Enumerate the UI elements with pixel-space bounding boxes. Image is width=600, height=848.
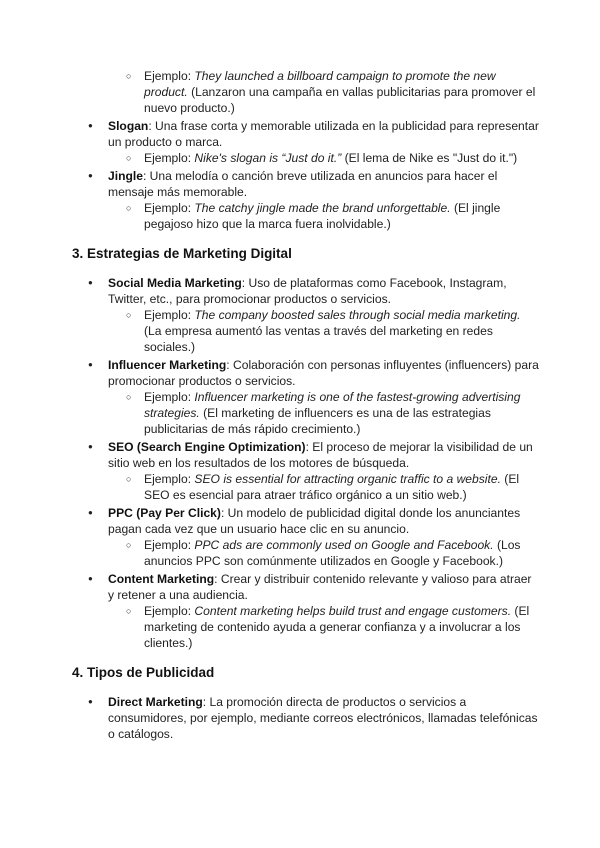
list-item-content-marketing	[108, 571, 540, 651]
list-item-slogan	[108, 118, 540, 166]
continued-sublist	[108, 68, 540, 116]
example-translation: (El SEO es esencial para atraer tráfico orgánico a un sitio web.)	[144, 472, 520, 502]
example-item	[144, 389, 540, 437]
example-prefix: Ejemplo:	[144, 201, 195, 215]
example-translation: (Lanzaron una campaña en vallas publicitarias para promover el nuevo producto.)	[144, 85, 536, 115]
example-item	[144, 603, 540, 651]
example-english: SEO is essential for attracting organic traffic to a website.	[194, 472, 501, 486]
example-prefix: Ejemplo:	[144, 538, 195, 552]
example-english: PPC ads are commonly used on Google and Facebook.	[194, 538, 494, 552]
example-sublist	[108, 200, 540, 232]
example-english: Influencer marketing is one of the fastest-growing advertising strategies.	[144, 390, 521, 420]
definition: : Una frase corta y memorable utilizada en la publicidad para representar un producto o marca.	[108, 119, 539, 149]
example-english: Nike's slogan is “Just do it.”	[194, 151, 342, 165]
list-item-jingle	[108, 168, 540, 232]
definition: : Colaboración con personas influyentes (influencers) para promocionar productos o servicios.	[108, 358, 539, 388]
section-heading-4: 4. Tipos de Publicidad	[72, 665, 215, 680]
example-item	[144, 150, 540, 166]
example-item	[144, 68, 540, 116]
example-prefix: Ejemplo:	[144, 151, 195, 165]
term: Direct Marketing	[108, 695, 203, 709]
example-prefix: Ejemplo:	[144, 604, 195, 618]
definition: : La promoción directa de productos o servicios a consumidores, por ejemplo, mediante correos electrónicos, llamadas telefónicas o catálogos.	[108, 695, 538, 741]
definition: : Un modelo de publicidad digital donde los anunciantes pagan cada vez que un usuario hace clic en su anuncio.	[108, 506, 521, 536]
example-translation: (La empresa aumentó las ventas a través del marketing en redes sociales.)	[144, 324, 493, 354]
section-heading-3: 3. Estrategias de Marketing Digital	[72, 246, 292, 261]
definition: : Una melodía o canción breve utilizada en anuncios para hacer el mensaje más memorable.	[108, 169, 498, 199]
glossary-list-section-3	[72, 275, 540, 651]
list-item-ppc	[108, 505, 540, 569]
example-english: The company boosted sales through social media marketing.	[194, 308, 521, 322]
example-translation: (Los anuncios PPC son comúnmente utilizados en Google y Facebook.)	[144, 538, 521, 568]
example-sublist	[108, 471, 540, 503]
term: PPC (Pay Per Click)	[108, 506, 221, 520]
example-translation: (El marketing de influencers es una de las estrategias publicitarias de más rápido crecimiento.)	[144, 406, 491, 436]
example-item	[144, 537, 540, 569]
continued-list-holder	[108, 68, 540, 116]
list-item-direct-marketing	[108, 694, 540, 742]
term: Social Media Marketing	[108, 276, 242, 290]
example-item	[144, 200, 540, 232]
list-item-social-media-marketing	[108, 275, 540, 355]
term: Influencer Marketing	[108, 358, 227, 372]
term: Content Marketing	[108, 572, 215, 586]
glossary-list-top	[72, 118, 540, 232]
example-translation: (El lema de Nike es "Just do it.")	[341, 151, 518, 165]
definition: : Crear y distribuir contenido relevante y valioso para atraer y retener a una audiencia.	[108, 572, 532, 602]
example-english: Content marketing helps build trust and engage customers.	[194, 604, 512, 618]
example-prefix: Ejemplo:	[144, 390, 195, 404]
definition: : El proceso de mejorar la visibilidad de un sitio web en los resultados de los motores de búsqueda.	[108, 440, 533, 470]
example-sublist	[108, 537, 540, 569]
example-sublist	[108, 389, 540, 437]
example-prefix: Ejemplo:	[144, 308, 195, 322]
example-sublist	[108, 603, 540, 651]
example-prefix: Ejemplo:	[144, 472, 195, 486]
continued-list	[72, 68, 540, 116]
term: Slogan	[108, 119, 149, 133]
example-translation: (El jingle pegajoso hizo que la marca fuera inolvidable.)	[144, 201, 501, 231]
list-item-influencer-marketing	[108, 357, 540, 437]
definition: : Uso de plataformas como Facebook, Instagram, Twitter, etc., para promocionar productos o servicios.	[108, 276, 507, 306]
example-sublist	[108, 150, 540, 166]
glossary-list-section-4	[72, 694, 540, 742]
example-sublist	[108, 307, 540, 355]
example-english: The catchy jingle made the brand unforgettable.	[194, 201, 451, 215]
term: SEO (Search Engine Optimization)	[108, 440, 306, 454]
term: Jingle	[108, 169, 143, 183]
example-english: They launched a billboard campaign to promote the new product.	[144, 69, 496, 99]
example-item	[144, 307, 540, 355]
example-translation: (El marketing de contenido ayuda a generar confianza y a involucrar a los clientes.)	[144, 604, 530, 650]
example-item	[144, 471, 540, 503]
list-item-seo	[108, 439, 540, 503]
example-prefix: Ejemplo:	[144, 69, 195, 83]
